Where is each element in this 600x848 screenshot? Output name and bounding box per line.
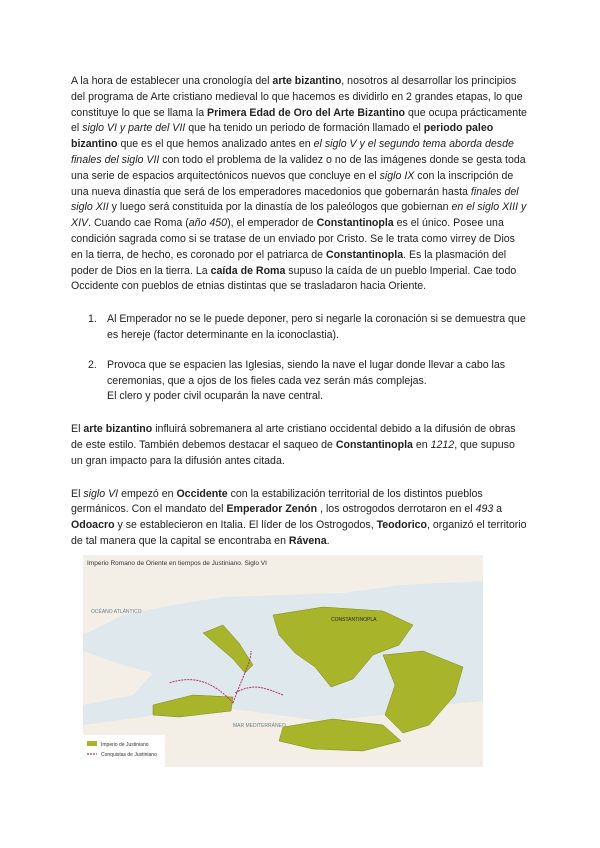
list-item xyxy=(71,358,529,405)
text-run: . Cuando cae Roma ( xyxy=(88,217,189,230)
legend-label-empire: Imperio de Justiniano xyxy=(101,742,149,748)
text-run: . xyxy=(326,534,330,547)
list-number: 2. xyxy=(88,358,97,371)
text-run: y se establecieron en Italia. El líder de los Ostrogodos, xyxy=(114,519,377,532)
paragraph-influencia xyxy=(71,422,529,469)
text-run: influirá sobremanera al arte cristiano occidental debido a la difusión de obras de este estilo. También debemos destacar el saqueo de xyxy=(71,423,516,451)
text-run: El xyxy=(71,487,84,500)
numbered-list xyxy=(71,312,529,405)
list-text: Al Emperador no se le puede deponer, pero si negarle la coronación si se demuestra que es hereje (factor determinante en la iconoclastia). xyxy=(107,313,526,341)
map-label-sea: MAR MEDITERRÁNEO xyxy=(233,723,286,729)
text-run: con la estabilización territorial de los distintos pueblos germánicos. Con el mandato del xyxy=(71,487,483,516)
bold-term: Emperador Zenón xyxy=(226,503,318,516)
text-run: que ocupa prácticamente el xyxy=(71,106,527,135)
text-run: A la hora de establecer una cronología del xyxy=(71,75,273,87)
bold-term: Constantinopla xyxy=(316,217,394,230)
text-run: . Es la plasmación del poder de Dios en la tierra. La xyxy=(71,248,507,277)
text-run: con todo el problema de la validez o no de las imágenes donde se gesta toda una serie de espacios arquitectónicos nuevos que concluye en el xyxy=(71,153,526,182)
legend-swatch-empire xyxy=(87,741,97,746)
list-text: Provoca que se espacien las Iglesias, siendo la nave el lugar donde llevar a cabo las ceremonias, que a ojos de los fieles cada vez serán más complejas. xyxy=(107,358,506,387)
text-run: es el único. Posee una condición sagrada como si se tratase de un enviado por Cristo. Se le trata como virrey de Dios en la tierra, de hecho, es coronado por el patriarca de xyxy=(71,217,515,261)
italic-term: siglo VI xyxy=(83,487,119,500)
text-run: El xyxy=(71,423,84,436)
bold-term: arte bizantino xyxy=(83,423,153,436)
italic-term: el siglo V y el segundo tema aborda desde finales del siglo VII xyxy=(71,138,514,166)
italic-term: año 450 xyxy=(188,217,228,230)
bold-term: Teodorico xyxy=(376,519,428,532)
text-run: que es el que hemos analizado antes en xyxy=(117,138,314,151)
text-run: en xyxy=(412,438,431,451)
map-label-ocean: OCÉANO ATLÁNTICO xyxy=(91,609,142,615)
text-run: supuso la caída de un pueblo Imperial. Cae todo Occidente con pueblos de etnias distintas que se trasladaron hacia Oriente. xyxy=(71,264,517,293)
text-run: y luego será constituida por la dinastía de los paleólogos que gobiernan xyxy=(108,201,452,214)
italic-term: siglo VI y parte del VII xyxy=(82,122,186,135)
bold-term: periodo paleo bizantino xyxy=(71,122,494,151)
text-run: ), el emperador de xyxy=(227,217,317,230)
map-label-city: CONSTANTINOPLA xyxy=(331,617,377,623)
text-run: que ha tenido un periodo de formación llamado el xyxy=(185,122,424,135)
bold-term: Odoacro xyxy=(71,519,115,532)
text-run: , que supuso un gran impacto para la difusión antes citada. xyxy=(71,438,515,467)
text-run: con la inscripción de una nueva dinastía que será de los emperadores macedonios que gobernarán hasta xyxy=(71,169,514,198)
italic-term: en el siglo XIII y XIV xyxy=(71,201,527,230)
bold-term: arte bizantino xyxy=(272,75,342,87)
document-body xyxy=(71,74,529,567)
map-figure xyxy=(83,555,483,767)
map-title: Imperio Romano de Oriente en tiempos de Justiniano. Siglo VI xyxy=(87,560,267,567)
italic-term: finales del siglo XII xyxy=(71,185,519,214)
text-run: , organizó el territorio de tal manera que la capital se encontraba en xyxy=(71,519,527,547)
byzantine-empire-map xyxy=(83,555,483,767)
list-number: 1. xyxy=(88,313,97,326)
text-run: empezó en xyxy=(118,487,177,500)
text-run: a xyxy=(493,503,503,516)
text-run: , los ostrogodos derrotaron en el xyxy=(317,503,476,516)
bold-term: Occidente xyxy=(176,487,228,500)
list-extra-text: El clero y poder civil ocuparán la nave central. xyxy=(107,390,324,403)
text-run: , nosotros al desarrollar los principios del programa de Arte cristiano medieval lo que hacemos es dividirlo en 2 grandes etapas, lo que constituye lo que se llama la xyxy=(71,75,523,119)
bold-term: caída de Roma xyxy=(210,264,286,277)
bold-term: Constantinopla xyxy=(335,438,413,451)
italic-term: 493 xyxy=(475,503,494,516)
paragraph-siglo-vi xyxy=(71,487,529,550)
bold-term: Primera Edad de Oro del Arte Bizantino xyxy=(207,106,406,119)
italic-term: 1212 xyxy=(430,438,455,451)
bold-term: Rávena xyxy=(288,534,327,547)
italic-term: siglo IX xyxy=(379,169,415,182)
legend-label-conquest: Conquistas de Justiniano xyxy=(101,752,157,758)
map-legend xyxy=(83,735,165,767)
paragraph-cronologia xyxy=(71,74,529,295)
bold-term: Constantinopla xyxy=(326,248,404,261)
list-item xyxy=(71,312,529,344)
